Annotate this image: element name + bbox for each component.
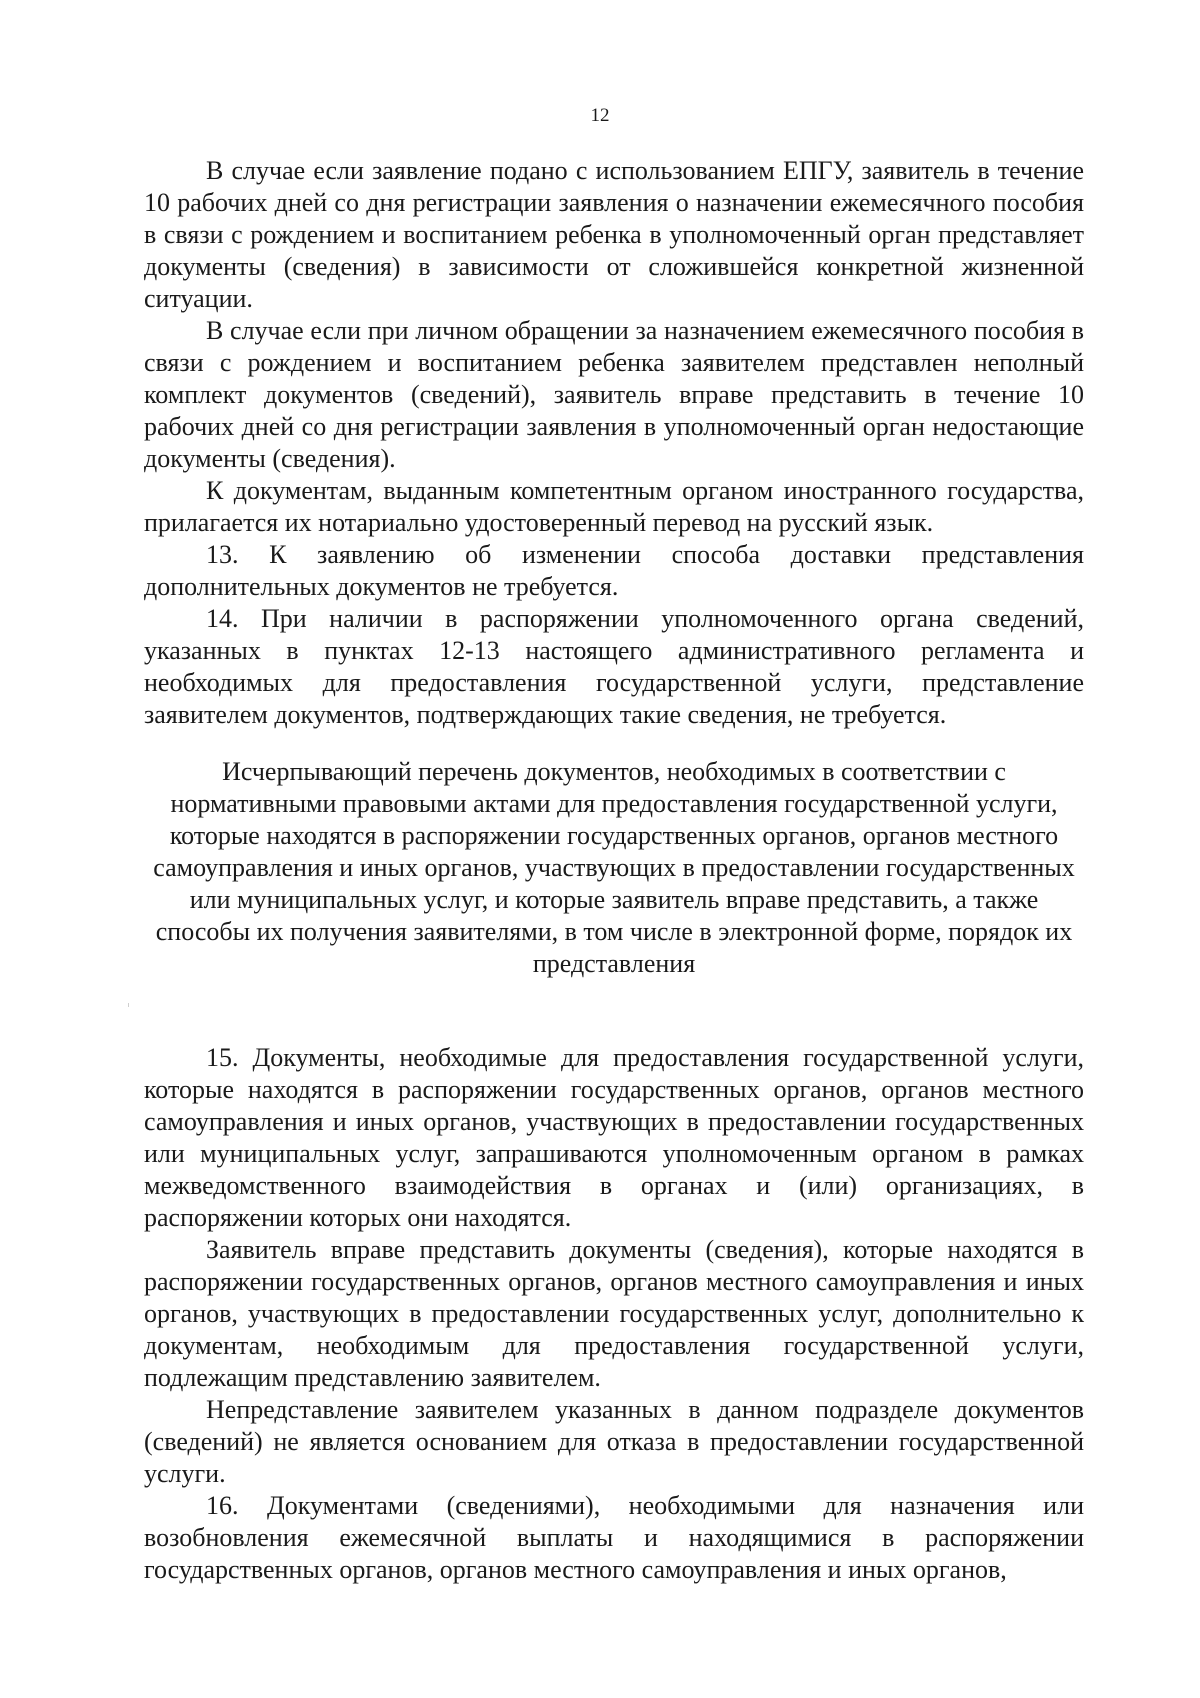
paragraph-incomplete-documents: В случае если при личном обращении за назначением ежемесячного пособия в связи с рождением и воспитанием ребенка заявителем представлен неполный комплект документов (сведений), заявитель вправе представить в течение 10 рабочих дней со дня регистрации заявления в уполномоченный орган недостающие документы (сведения). <box>144 316 1084 473</box>
section-heading: Исчерпывающий перечень документов, необходимых в соответствии с нормативными правовыми актами для предоставления государственной услуги, которые находятся в распоряжении государственных органов, органов местного самоуправления и иных органов, участвующих в предоставлении государственных или муниципальных услуг, и которые заявитель вправе представить, а также способы их получения заявителями, в том числе в электронной форме, порядок их представления <box>153 757 1075 978</box>
paragraph-applicant-right: Заявитель вправе представить документы (сведения), которые находятся в распоряжении государственных органов, органов местного самоуправления и иных органов, участвующих в предоставлении государственных услуг, дополнительно к документам, необходимым для предоставления государственной услуги, подлежащим представлению заявителем. <box>144 1235 1084 1392</box>
paragraph-item-14: 14. При наличии в распоряжении уполномоченного органа сведений, указанных в пунктах 12-13 настоящего административного регламента и необходимых для предоставления государственной услуги, представление заявителем документов, подтверждающих такие сведения, не требуется. <box>144 604 1084 729</box>
paragraph-epgu-submission: В случае если заявление подано с использованием ЕПГУ, заявитель в течение 10 рабочих дней со дня регистрации заявления о назначении ежемесячного пособия в связи с рождением и воспитанием ребенка в уполномоченный орган представляет документы (сведения) в зависимости от сложившейся конкретной жизненной ситуации. <box>144 156 1084 313</box>
paragraph-item-16: 16. Документами (сведениями), необходимыми для назначения или возобновления ежемесячной выплаты и находящимися в распоряжении государственных органов, органов местного самоуправления и иных органов, <box>144 1491 1084 1584</box>
paragraph-foreign-documents: К документам, выданным компетентным органом иностранного государства, прилагается их нотариально удостоверенный перевод на русский язык. <box>144 476 1084 537</box>
paragraph-item-13: 13. К заявлению об изменении способа доставки представления дополнительных документов не требуется. <box>144 540 1084 601</box>
document-body <box>144 155 1084 1586</box>
paragraph-item-15: 15. Документы, необходимые для предоставления государственной услуги, которые находятся в распоряжении государственных органов, органов местного самоуправления и иных органов, участвующих в предоставлении государственных или муниципальных услуг, запрашиваются уполномоченным органом в рамках межведомственного взаимодействия в органах и (или) организациях, в распоряжении которых они находятся. <box>144 1043 1084 1232</box>
paragraph-non-submission: Непредставление заявителем указанных в данном подразделе документов (сведений) не является основанием для отказа в предоставлении государственной услуги. <box>144 1395 1084 1488</box>
page-number: 12 <box>590 105 610 126</box>
scan-margin-mark <box>128 1003 129 1007</box>
